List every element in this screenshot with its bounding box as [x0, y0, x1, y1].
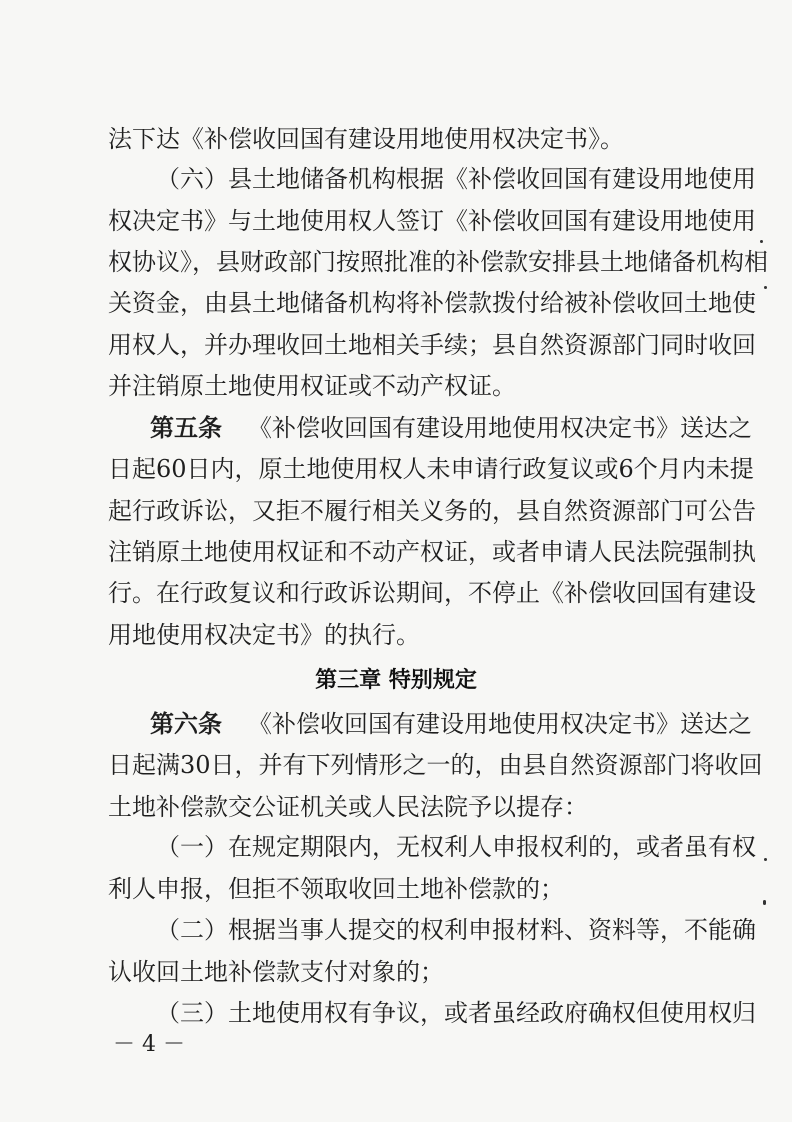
chapter-heading: 第三章 特别规定 [315, 668, 477, 693]
text-line: 并注销原土地使用权证或不动产权证。 [108, 372, 516, 400]
text-line: 《补偿收回国有建设用地使用权决定书》送达之 [248, 710, 752, 738]
text-line: 认收回土地补偿款支付对象的； [108, 958, 444, 986]
text-line: 日起满30日，并有下列情形之一的，由县自然资源部门将收回 [108, 751, 763, 779]
page-number: － 4 － [113, 1032, 185, 1057]
scan-speck [764, 286, 767, 289]
scan-speck [763, 900, 766, 905]
text-line: 关资金，由县土地储备机构将补偿款拨付给被补偿收回土地使 [108, 289, 756, 317]
text-line: （一）在规定期限内，无权利人申报权利的，或者虽有权 [156, 833, 756, 861]
text-line: 《补偿收回国有建设用地使用权决定书》送达之 [248, 414, 752, 442]
text-line: （三）土地使用权有争议，或者虽经政府确权但使用权归 [156, 999, 756, 1027]
text-line: （二）根据当事人提交的权利申报材料、资料等，不能确 [156, 916, 756, 944]
text-line: 利人申报，但拒不领取收回土地补偿款的； [108, 875, 564, 903]
text-line: 用地使用权决定书》的执行。 [108, 621, 420, 649]
text-line: 行。在行政复议和行政诉讼期间，不停止《补偿收回国有建设 [108, 579, 756, 607]
text-line: 权协议》，县财政部门按照批准的补偿款安排县土地储备机构相 [108, 248, 768, 276]
text-line: 法下达《补偿收回国有建设用地使用权决定书》。 [108, 125, 624, 153]
text-line: 权决定书》与土地使用权人签订《补偿收回国有建设用地使用 [108, 207, 756, 235]
text-line: 注销原土地使用权证和不动产权证，或者申请人民法院强制执 [108, 538, 756, 566]
text-line: 用权人，并办理收回土地相关手续；县自然资源部门同时收回 [108, 331, 756, 359]
scan-speck [760, 240, 763, 243]
article-label: 第六条 [150, 709, 222, 738]
text-line: 日起60日内，原土地使用权人未申请行政复议或6个月内未提 [108, 455, 754, 483]
article-label: 第五条 [150, 413, 222, 442]
text-line: 起行政诉讼，又拒不履行相关义务的，县自然资源部门可公告 [108, 497, 756, 525]
text-line: 土地补偿款交公证机关或人民法院予以提存： [108, 793, 588, 821]
text-line: （六）县土地储备机构根据《补偿收回国有建设用地使用 [156, 165, 756, 193]
scan-speck [764, 858, 767, 861]
